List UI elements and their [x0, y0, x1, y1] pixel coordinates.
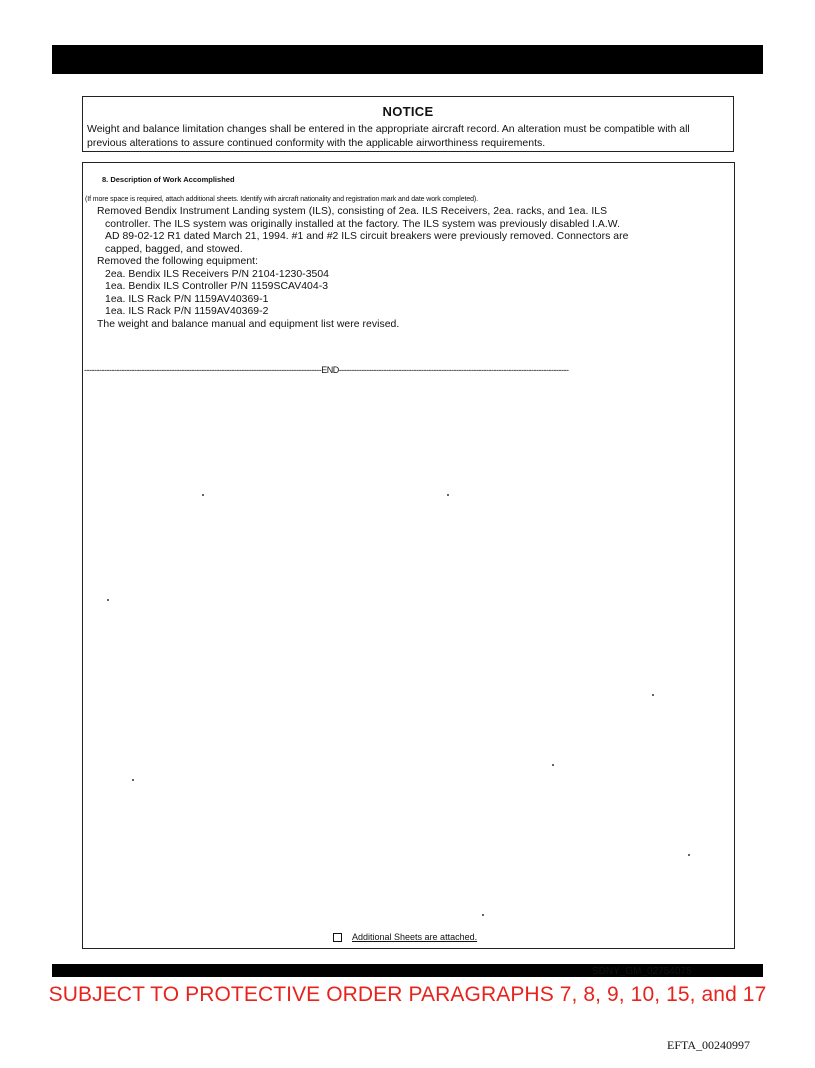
work-line: The weight and balance manual and equipment list were revised. — [97, 318, 400, 330]
notice-text: Weight and balance limitation changes shall be entered in the appropriate aircraft record. An alteration must be compatible with all previous alterations to assure continued conformity with the applicable airworthiness requirements. — [87, 123, 690, 149]
scan-speck — [447, 494, 449, 496]
scan-speck — [552, 764, 554, 766]
scan-speck — [652, 694, 654, 696]
work-line: 2ea. Bendix ILS Receivers P/N 2104-1230-3504 — [105, 268, 330, 280]
scanned-form-page — [52, 74, 763, 964]
scan-speck — [688, 854, 690, 856]
protective-order-notice: SUBJECT TO PROTECTIVE ORDER PARAGRAPHS 7, 8, 9, 10, 15, and 17 — [48, 983, 767, 1006]
notice-title: NOTICE — [382, 104, 434, 119]
work-line: Removed Bendix Instrument Landing system (ILS), consisting of 2ea. ILS Receivers, 2ea. racks, and 1ea. ILS — [97, 206, 608, 217]
scan-speck — [482, 914, 484, 916]
scan-speck — [132, 779, 134, 781]
scan-speck — [107, 599, 109, 601]
work-line: 1ea. ILS Rack P/N 1159AV40369-2 — [105, 306, 269, 317]
work-line: capped, bagged, and stowed. — [105, 243, 243, 255]
additional-sheets-label: Additional Sheets are attached. — [352, 932, 478, 942]
end-marker: -----------------------------------------------------------------------------------------------END-------------------------------------------------------------------------------------------- — [84, 365, 569, 375]
work-line: AD 89-02-12 R1 dated March 21, 1994. #1 and #2 ILS circuit breakers were previously removed. Connectors are — [105, 231, 629, 242]
work-line: 1ea. ILS Rack P/N 1159AV40369-1 — [105, 293, 269, 305]
additional-sheets-row — [333, 932, 477, 942]
work-line: 1ea. Bendix ILS Controller P/N 1159SCAV404-3 — [105, 281, 329, 292]
efta-number: EFTA_00240997 — [667, 1038, 751, 1052]
work-line: controller. The ILS system was originally installed at the factory. The ILS system was previously disabled I.A.W. — [105, 218, 621, 230]
work-line: Removed the following equipment: — [97, 256, 259, 267]
additional-sheets-checkbox[interactable] — [333, 933, 342, 942]
work-description-box — [82, 162, 735, 949]
scan-speck — [202, 494, 204, 496]
notice-box — [82, 96, 734, 152]
work-section-label: 8. Description of Work Accomplished — [102, 175, 235, 184]
work-description-text — [97, 206, 728, 331]
bates-number: SDNY_GM_02754075 — [592, 966, 692, 977]
work-section-note: (If more space is required, attach additional sheets. Identify with aircraft nationality and registration mark and date work completed). — [85, 196, 478, 203]
